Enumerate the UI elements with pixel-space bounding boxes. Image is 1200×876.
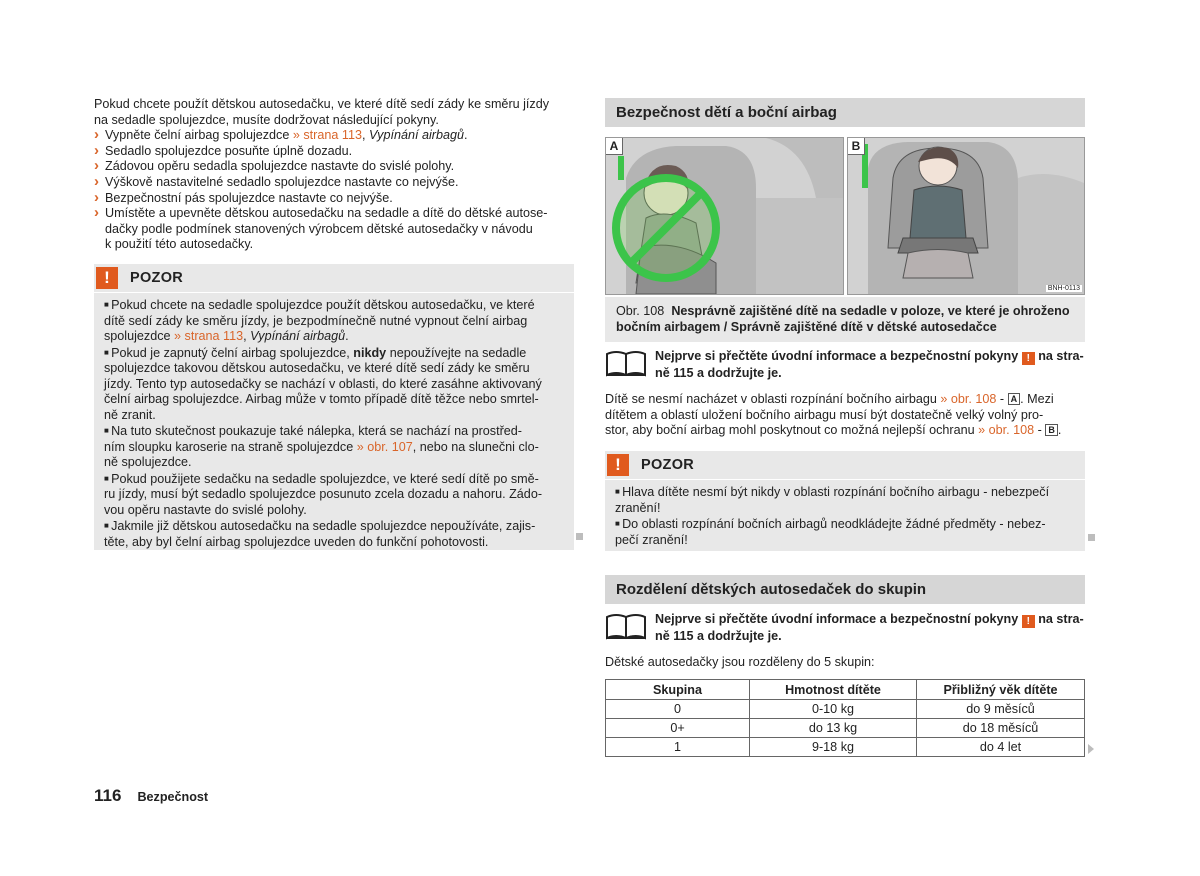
page-number: 116 [94,786,122,805]
table-cell: do 18 měsíců [917,719,1085,738]
figure-108 [605,137,1085,295]
figure-panel-b [847,137,1085,295]
page-footer [94,786,208,806]
table-cell: do 9 měsíců [917,700,1085,719]
panel-ref-a: A [1008,393,1021,405]
warning-item: ■ Pokud použijete sedačku na sedadle spolujezdce, ve které sedí dítě po smě- [104,471,564,488]
figure-code: BNH-0113 [1047,285,1080,292]
warning-header [94,264,574,293]
table-row [606,738,1085,757]
warning-title: POZOR [130,270,184,286]
book-icon [605,613,647,641]
column-header: Hmotnost dítěte [750,680,917,700]
warning-header [605,451,1085,480]
warning-body: ■ Pokud chcete na sedadle spolujezdce použít dětskou autosedačku, ve které dítě sedí zády ke směru jízdy, je bezpodmínečně nutné vypnout čelní airbag spolujezdce » strana 113, Vypínání airbagů. ■ Pokud je zapnutý čelní airbag spolujezdce, nikdy nepoužívejte na sedadle spolujezdce takovou dětskou autosedačku, ve které dítě sedí zády ke směru jízdy. Tento typ autosedačky se nachází v oblasti, do které zasáhne aktivovaný čelní airbag spolujezdce. Airbag může v tomto případě dítě těžce nebo smrtel- ně zranit. ■ Na tuto skutečnost poukazuje také nálepka, která se nachází na prostřed- ním sloupku karoserie na straně spolujezdce » obr. 107, nebo na slunečni clo- ně spolujezdce. ■ Pokud použijete sedačku na sedadle spolujezdce, ve které sedí dítě po smě- ru jízdy, musí být sedadlo spolujezdce posunuto zcela dozadu a nahoru. Zádo- vou opěru nastavte do svislé polohy. ■ Jakmile již dětskou autosedačku na sedadle spolujezdce nepoužíváte, zajis- těte, aby byl čelní airbag spolujezdce uveden do funkční pohotovosti. [94,293,574,556]
intro-line-2: na sedadle spolujezdce, musíte dodržovat následující pokyny. [94,112,439,127]
intro-line-1: Pokud chcete použít dětskou autosedačku, ve které dítě sedí zády ke směru jízdy [94,97,550,111]
warning-icon: ! [1022,352,1035,365]
airbag-paragraph: Dítě se nesmí nacházet v oblasti rozpínání bočního airbagu » obr. 108 - A . Mezi dítětem a oblastí uložení bočního airbagu musí být dostatečně velký volný pro- stor, aby boční airbag mohl poskytnout co možná nejlepší ochranu » obr. 108 - B . [605,392,1062,438]
table-cell: 0+ [606,719,750,738]
section-heading-child-safety: Bezpečnost dětí a boční airbag [605,98,1085,127]
footer-section-name: Bezpečnost [137,790,209,804]
table-cell: 0-10 kg [750,700,917,719]
list-item: › Výškově nastavitelné sedadlo spolujezdce nastavte co nejvýše. [94,175,576,191]
figure-link[interactable]: » obr. 108 [940,392,997,406]
illustration-correct-child [848,138,1084,294]
warning-icon: ! [96,267,118,289]
list-item: › Zádovou opěru sedadla spolujezdce nastavte do svislé polohy. [94,159,576,175]
table-header-row [606,680,1085,700]
seat-groups-table [605,679,1085,757]
table-row [606,700,1085,719]
end-mark-icon [576,533,583,540]
warning-item: ■ Do oblasti rozpínání bočních airbagů neodkládejte žádné předměty - nebez- [615,516,1075,533]
table-cell: do 13 kg [750,719,917,738]
warning-item: ■ Hlava dítěte nesmí být nikdy v oblasti rozpínání bočního airbagu - nebezpečí [615,484,1075,501]
groups-intro: Dětské autosedačky jsou rozděleny do 5 skupin: [605,655,875,669]
column-header: Skupina [606,680,750,700]
table-cell: do 4 let [917,738,1085,757]
section-heading-seat-groups: Rozdělení dětských autosedaček do skupin [605,575,1085,604]
table-cell: 0 [606,700,750,719]
list-item: › Vypněte čelní airbag spolujezdce » strana 113, Vypínání airbagů. [94,128,576,144]
read-first-note: Nejprve si přečtěte úvodní informace a bezpečnostní pokyny ! na stra- ně 115 a dodržujte je. [605,348,1085,381]
read-first-note: Nejprve si přečtěte úvodní informace a bezpečnostní pokyny ! na stra- ně 115 a dodržujte je. [605,611,1085,644]
warning-title: POZOR [641,457,695,473]
warning-box-left [94,264,574,550]
figure-caption: Obr. 108 Nesprávně zajištěné dítě na sedadle v poloze, ve které je ohroženo bočním airbagem / Správně zajištěné dítě v dětské autosedačce [605,297,1085,342]
left-column [94,97,576,253]
warning-box-right [605,451,1085,551]
column-header: Přibližný věk dítěte [917,680,1085,700]
figure-link[interactable]: » obr. 107 [356,439,413,454]
end-mark-icon [1088,534,1095,541]
figure-panel-a [605,137,844,295]
table-row [606,719,1085,738]
illustration-incorrect-child [606,138,843,294]
panel-ref-b: B [1045,424,1058,436]
panel-label-a: A [606,138,623,155]
warning-item: ■ Jakmile již dětskou autosedačku na sedadle spolujezdce nepoužíváte, zajis- [104,518,564,535]
table-cell: 1 [606,738,750,757]
caption-number: Obr. 108 [616,304,665,318]
page-link[interactable]: » strana 113 [174,329,244,343]
panel-label-b: B [848,138,865,155]
warning-icon: ! [1022,615,1035,628]
table-cell: 9-18 kg [750,738,917,757]
figure-link[interactable]: » obr. 108 [978,423,1035,438]
warning-icon: ! [607,454,629,476]
instruction-list [94,128,576,253]
list-item: › Bezpečnostní pás spolujezdce nastavte co nejvýše. [94,191,576,207]
warning-item: ■ Pokud je zapnutý čelní airbag spolujezdce, nikdy nepoužívejte na sedadle [104,345,564,362]
continue-arrow-icon [1088,744,1094,754]
page-link[interactable]: » strana 113 [292,128,362,143]
list-item: › Umístěte a upevněte dětskou autosedačku na sedadle a dítě do dětské autose- dačky podle podmínek stanovených výrobcem dětské autosedačky v návodu k použití této autosedačky. [94,206,576,253]
list-item: › Sedadlo spolujezdce posuňte úplně dozadu. [94,144,576,160]
book-icon [605,350,647,378]
warning-item: ■ Pokud chcete na sedadle spolujezdce použít dětskou autosedačku, ve které [104,297,564,314]
warning-body: ■ Hlava dítěte nesmí být nikdy v oblasti rozpínání bočního airbagu - nebezpečí zranění! ■ Do oblasti rozpínání bočních airbagů neodkládejte žádné předměty - nebez- pečí zranění! [605,480,1085,554]
warning-item: ■ Na tuto skutečnost poukazuje také nálepka, která se nachází na prostřed- [104,423,564,440]
